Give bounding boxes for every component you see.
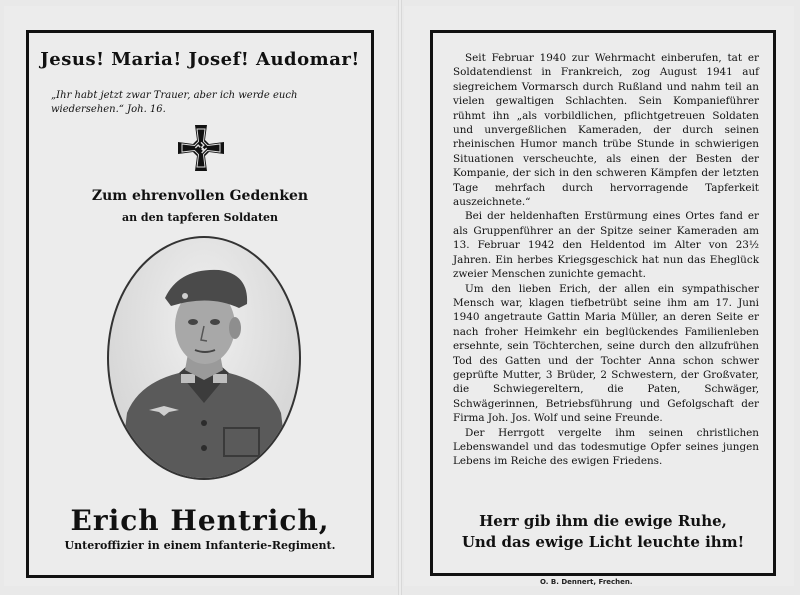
left-frame	[26, 30, 374, 578]
obituary-paragraph: Bei der heldenhaften Erstürmung eines Ortes fand er als Gruppenführer an der Spitze seiner Kameraden am 13. Februar 1942 den Heldentod im Alter von 23½ Jahren. Ein herbes Kriegsgeschick hat nun das Eheglück zweier Menschen zunichte gemacht.	[453, 210, 759, 281]
soldier-name: Erich Hentrich,	[70, 504, 330, 537]
soldier-portrait	[107, 236, 301, 480]
obituary-text	[453, 51, 759, 469]
printer-imprint: O. B. Dennert, Frechen.	[540, 578, 633, 586]
obituary-paragraph: Um den lieben Erich, der allen ein sympathischer Mensch war, klagen tiefbetrübt seine ihm am 17. Juni 1940 angetraute Gattin Maria Müller, an deren Seite er nach froher Heimkehr ein beglückendes Familienleben ersehnte, sein Töchterchen, seine durch den allzufrühen Tod des Gatten und der Tochter Anna schon schwer geprüfte Mutter, 3 Brüder, 2 Schwestern, der Großvater, die Schwiegereltern, die Paten, Schwäger, Schwägerinnen, Betriebsführung und Gefolgschaft der Firma Joh. Jos. Wolf und seine Freunde.	[453, 282, 759, 425]
page-fold	[398, 0, 402, 595]
obituary-paragraph: Seit Februar 1940 zur Wehrmacht einberufen, tat er Soldatendienst in Frankreich, zog August 1941 auf siegreichem Vormarsch durch Rußland und nahm teil an vielen gewaltigen Schlachten. Sein Kompanieführer rühmt ihn „als vorbildlichen, pflichtgetreuen Soldaten und unvergeßlichen Kameraden, der durch seinen rheinischen Humor manch trübe Stunde in schwierigen Situationen verscheuchte, als einen der Besten der Kompanie, der sich in den schweren Kämpfen der letzten Tage mehrfach durch hervorragende Tapferkeit auszeichnete.“	[453, 52, 759, 209]
right-frame	[430, 30, 776, 576]
soldier-rank: Unteroffizier in einem Infanterie-Regiment.	[64, 539, 336, 552]
memorial-title: Zum ehrenvollen Gedenken	[91, 188, 309, 204]
invocation-heading: Jesus! Maria! Josef! Audomar!	[40, 49, 360, 70]
memorial-subtitle: an den tapferen Soldaten	[121, 211, 279, 224]
prayer-line: Und das ewige Licht leuchte ihm!	[461, 533, 745, 551]
iron-cross-icon	[176, 123, 226, 173]
obituary-paragraph: Der Herrgott vergelte ihm seinen christlichen Lebenswandel und das todesmutige Opfer seines jungen Lebens im Reiche des ewigen Friedens.	[453, 426, 759, 468]
closing-prayer	[433, 511, 773, 553]
prayer-line: Herr gib ihm die ewige Ruhe,	[479, 512, 727, 530]
bible-quote: „Ihr habt jetzt zwar Trauer, aber ich werde euch wiedersehen.“ Joh. 16.	[51, 90, 298, 115]
